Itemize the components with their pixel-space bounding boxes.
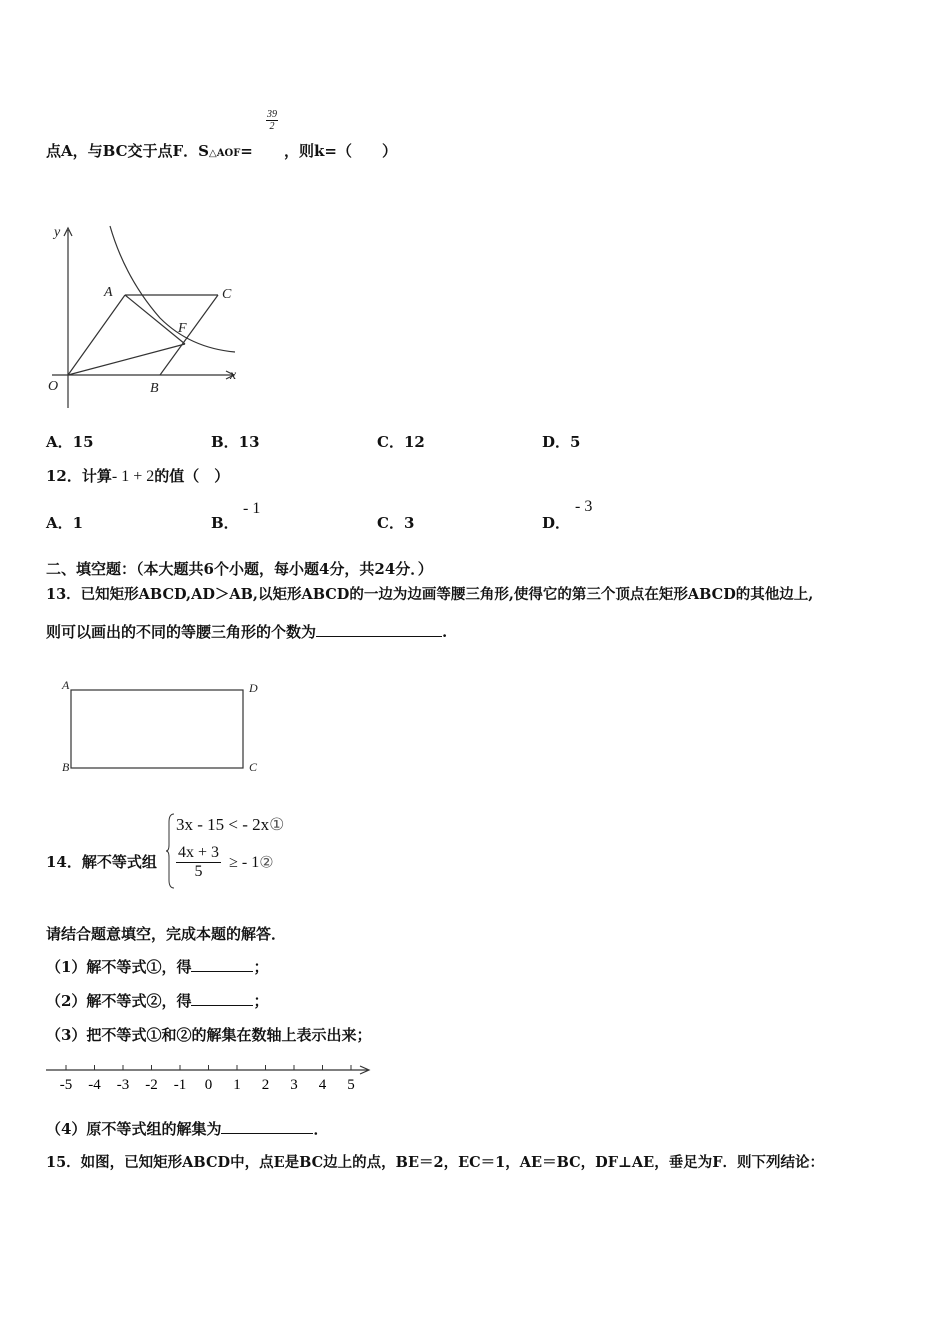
q14-sub4 <box>46 1118 328 1139</box>
q11-stem <box>46 140 253 161</box>
q12-option-a[interactable]: A．1 <box>46 514 84 532</box>
label-y: y <box>54 225 61 240</box>
q15-stem: 15．如图，已知矩形ABCD中，点E是BC边上的点，BE＝2，EC＝1，AE＝BC，DF⊥AE，垂足为F．则下列结论： <box>46 1154 825 1171</box>
q14-sub1-text: （1）解不等式①，得 <box>46 958 192 976</box>
q13-answer-blank[interactable] <box>316 621 442 637</box>
q11-equals: = <box>240 142 253 160</box>
q11-option-b[interactable]: B．13 <box>211 433 260 451</box>
q14-ineq1-mark: ① <box>269 815 285 834</box>
q14-sub4-text: （4）原不等式组的解集为 <box>46 1120 222 1138</box>
q13-line2-end: . <box>442 623 448 641</box>
q13-rectangle-figure <box>55 676 265 776</box>
label-B: B <box>150 381 159 396</box>
number-line-label: 5 <box>347 1077 355 1093</box>
q12-option-d[interactable]: D． <box>542 514 571 532</box>
rectangle-ABCD <box>71 690 243 768</box>
number-line-label: 1 <box>233 1077 241 1093</box>
q11-subscript: △AOF <box>209 148 241 159</box>
number-line-label: -4 <box>88 1077 101 1093</box>
q12-stem-prefix: 12．计算 <box>46 467 112 485</box>
section-heading: 二、填空题：（本大题共6个小题，每小题4分，共24分．） <box>46 560 433 578</box>
rect-label-C: C <box>249 760 258 774</box>
segment-CB <box>160 295 218 375</box>
label-A: A <box>104 285 113 300</box>
segment-OA <box>68 295 125 375</box>
label-O: O <box>48 379 59 394</box>
segment-AF <box>125 295 185 344</box>
q11-figure <box>40 218 245 414</box>
label-x: x <box>230 368 237 383</box>
q14-ineq2-rhs: ≥ - 1 <box>229 853 260 871</box>
q14-ineq2-den: 5 <box>194 863 203 880</box>
q14-sub1 <box>46 956 268 977</box>
q11-frac-den: 2 <box>269 121 275 132</box>
q14-instruction: 请结合题意填空，完成本题的解答． <box>46 925 287 943</box>
q12-stem <box>46 465 229 486</box>
q11-option-c[interactable]: C．12 <box>377 433 425 451</box>
q14-ineq2-num: 4x + 3 <box>178 844 220 861</box>
q11-fraction <box>266 109 278 132</box>
q14-sub2 <box>46 990 268 1011</box>
number-line-label: 3 <box>290 1077 298 1093</box>
q14-sub2-end: ； <box>253 992 269 1010</box>
number-line-label: -2 <box>145 1077 158 1093</box>
q14-sub1-blank[interactable] <box>191 956 253 972</box>
q14-sub4-end: ． <box>313 1120 329 1138</box>
label-F: F <box>178 321 187 336</box>
q14-sub4-blank[interactable] <box>221 1118 313 1134</box>
q14-inequality-2 <box>176 844 274 881</box>
number-line-label: 2 <box>261 1077 270 1093</box>
q14-number-line[interactable] <box>42 1060 376 1096</box>
number-line-label: -1 <box>173 1077 187 1093</box>
q14-ineq2-mark: ② <box>259 854 274 872</box>
q14-ineq2-fraction <box>176 844 221 881</box>
segment-OF <box>68 344 185 375</box>
q14-inequality-1 <box>176 815 284 835</box>
q12-stem-suffix: 的值（ ） <box>154 467 230 485</box>
q11-prefix: 点A，与BC交于点F．S <box>46 142 210 160</box>
q14-sub2-text: （2）解不等式②，得 <box>46 992 192 1010</box>
q11-option-d[interactable]: D．5 <box>542 433 581 451</box>
q12-option-d-math: - 3 <box>575 498 593 515</box>
number-line-label: -3 <box>116 1077 130 1093</box>
number-line-label: 0 <box>204 1077 213 1093</box>
q11-suffix: ，则k=（ ） <box>284 142 397 160</box>
q12-option-b[interactable]: B． <box>211 514 239 532</box>
q11-option-a[interactable]: A．15 <box>46 433 94 451</box>
q13-line2 <box>46 621 447 642</box>
rect-label-A: A <box>62 678 70 692</box>
q14-stem: 14．解不等式组 <box>46 853 157 871</box>
q11-frac-num: 39 <box>267 109 277 120</box>
q13-line2-text: 则可以画出的不同的等腰三角形的个数为 <box>46 623 317 641</box>
q12-option-c[interactable]: C．3 <box>377 514 415 532</box>
q12-option-b-math: - 1 <box>243 500 261 517</box>
q13-line1: 13．已知矩形ABCD,AD＞AB,以矩形ABCD的一边为边画等腰三角形,使得它的第三个顶点在矩形ABCD的其他边上, <box>46 586 814 603</box>
number-line-label: 4 <box>318 1077 327 1093</box>
q14-ineq1-text: 3x - 15 < - 2x <box>176 815 270 834</box>
number-line-label: -5 <box>59 1077 73 1093</box>
q12-stem-math: - 1 + 2 <box>111 468 155 485</box>
q14-sub3: （3）把不等式①和②的解集在数轴上表示出来； <box>46 1026 372 1044</box>
q14-sub2-blank[interactable] <box>191 990 253 1006</box>
q14-brace <box>166 812 176 890</box>
rect-label-B: B <box>62 760 70 774</box>
rect-label-D: D <box>249 681 258 695</box>
label-C: C <box>222 287 232 302</box>
q14-sub1-end: ； <box>253 958 269 976</box>
